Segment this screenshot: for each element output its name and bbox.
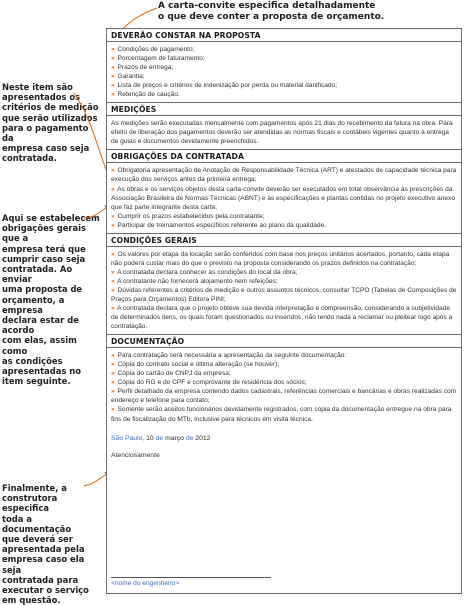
annotation-line: toda a documentação <box>2 513 72 534</box>
top-annotation <box>158 1 384 23</box>
list-item <box>111 166 457 184</box>
list-item-text: Somente serão aceitos funcionários devidamente registrados, com cópia da documentação entregue na obra para fins de fiscalização do MTb, inclusive para técnicos em visita técnica. <box>111 406 452 423</box>
section-heading-medicoes: MEDIÇÕES <box>107 102 461 116</box>
list-item-text: Obrigatória apresentação de Anotação de Responsabilidade Técnica (ART) e atestados de capacidade técnica para execução dos serviços antes da primeira entrega; <box>111 167 457 184</box>
double-chevron-icon: » <box>111 286 115 294</box>
list-item <box>111 387 457 405</box>
list-item-text: Perfil detalhado da empresa contendo dados cadastrais, referências comerciais e bancárias e obras realizadas com endereço e telefone para contato; <box>111 388 457 405</box>
signature-line <box>111 577 271 578</box>
annotation-line: contratada. Ao enviar <box>2 264 73 285</box>
double-chevron-icon: » <box>111 361 115 369</box>
list-item-text: Retenção de caução. <box>117 91 180 99</box>
letter-date <box>107 427 461 442</box>
annotation-line: empresa terá que <box>2 243 86 254</box>
list-item-text: Porcentagem de faturamento; <box>117 55 205 63</box>
list-item-text: Participar de treinamentos específicos referente ao plano da qualidade. <box>117 221 327 229</box>
double-chevron-icon: » <box>111 388 115 396</box>
double-chevron-icon: » <box>111 379 115 387</box>
annotation-line: contratada. <box>2 153 57 164</box>
list-item <box>111 360 457 369</box>
proposal-document <box>106 28 462 594</box>
double-chevron-icon: » <box>111 250 115 258</box>
annotation-line: executar o serviço <box>2 585 89 596</box>
annotation-line: declara estar de acordo <box>2 315 79 336</box>
annotation-line: cumprir caso seja <box>2 253 86 264</box>
double-chevron-icon: » <box>111 277 115 285</box>
list-item <box>111 45 457 54</box>
annotation-line: apresentados os <box>2 92 81 103</box>
list-item <box>111 268 457 277</box>
annotation-line: empresa caso ela seja <box>2 554 85 575</box>
list-item <box>111 81 457 90</box>
list-item <box>111 286 457 304</box>
date-city: São Paulo, <box>111 434 145 442</box>
annotation-line: construtora especifica <box>2 493 58 514</box>
double-chevron-icon: » <box>111 64 115 72</box>
list-item <box>111 212 457 221</box>
list-item <box>111 54 457 63</box>
obligations-annotation <box>2 213 102 386</box>
annotation-line: item seguinte. <box>2 376 71 387</box>
double-chevron-icon: » <box>111 352 115 360</box>
annotation-line: contratada para <box>2 574 79 585</box>
list-item-text: Para contratação será necessária a apresentação da seguinte documentação: <box>117 352 347 360</box>
double-chevron-icon: » <box>111 268 115 276</box>
annotation-line: apresentada pela <box>2 544 85 555</box>
section-heading-condicoes: CONDIÇÕES GERAIS <box>107 233 461 247</box>
obrigacoes-list <box>107 163 461 232</box>
double-chevron-icon: » <box>111 91 115 99</box>
list-item <box>111 351 457 360</box>
list-item-text: Cumprir os prazos estabelecidos pela contratante; <box>117 212 265 220</box>
list-item <box>111 277 457 286</box>
section-heading-documentacao: DOCUMENTAÇÃO <box>107 334 461 348</box>
double-chevron-icon: » <box>111 55 115 63</box>
proposta-list <box>107 42 461 102</box>
double-chevron-icon: » <box>111 73 115 81</box>
double-chevron-icon: » <box>111 221 115 229</box>
list-item-text: A contratada declara que o projeto obteve sua devida interpretação e compreensão, considerando a subjetividade de determinados itens, os quais foram questionados ou inseridos, não tendo nada a reclamar ou pleitear logo após a contratação. <box>111 305 453 331</box>
annotation-line: critérios de medição <box>2 102 99 113</box>
top-annotation-line: A carta-convite especifica detalhadamente <box>158 1 376 11</box>
date-of: de <box>155 434 164 442</box>
list-item <box>111 221 457 230</box>
list-item-text: Condições de pagamento; <box>117 46 195 53</box>
annotation-line: empresa caso seja <box>2 143 90 154</box>
salutation: Atenciosamente <box>111 451 160 459</box>
annotation-line: apresentadas no <box>2 366 82 377</box>
date-month: março <box>165 434 184 442</box>
documentation-annotation <box>2 483 102 605</box>
annotation-line: que deverá ser <box>2 534 73 545</box>
double-chevron-icon: » <box>111 82 115 90</box>
list-item-text: Prazos de entrega; <box>117 64 174 72</box>
annotation-line: para o pagamento da <box>2 122 89 144</box>
list-item <box>111 185 457 212</box>
double-chevron-icon: » <box>111 370 115 378</box>
list-item-text: Os valores por etapa da locação serão conferidos com base nos preços unitários acertados, portanto, cada etapa não poderá custar mais do que o previsto na proposta considerando os prazos definidos na contratação; <box>111 250 450 267</box>
annotation-line: com elas, assim como <box>2 335 77 356</box>
list-item-text: A contratada declara conhecer as condições do local da obra; <box>117 268 298 276</box>
list-item-text: A contratante não fornecerá alojamento nem refeições; <box>117 277 278 285</box>
annotation-line: Neste item são <box>2 82 73 92</box>
annotation-line: orçamento, a empresa <box>2 294 65 315</box>
date-day: 10 <box>146 434 154 442</box>
date-of: de <box>185 434 194 442</box>
signature-block <box>111 577 271 587</box>
documentacao-list <box>107 348 461 426</box>
condicoes-list <box>107 247 461 334</box>
annotation-line: obrigações gerais que a <box>2 223 87 244</box>
annotation-line: as condições <box>2 355 63 366</box>
measurement-annotation <box>2 82 102 164</box>
list-item-text: As obras e os serviços objetos desta carta-convite deverão ser executados em total observância às prescrições da Associação Brasileira de Normas Técnicas (ABNT) e às especificações e plantas contidas no projeto executivo anexo que faz parte integrante desta carta; <box>111 185 456 211</box>
signature-name: <nome do engenheiro> <box>111 580 180 587</box>
list-item-text: Dúvidas referentes a critérios de medição e outros assuntos técnicos, consultar TCPO (Tabelas de Composições de Preços para Orçamentos) Editora PINI; <box>111 286 457 303</box>
list-item-text: Lista de preços e critérios de indenização por perda ou material danificado; <box>117 82 338 90</box>
list-item-text: Cópia do contrato social e última alteração (se houver); <box>117 361 280 369</box>
top-annotation-line: o que deve conter a proposta de orçamento. <box>158 12 385 22</box>
list-item <box>111 378 457 387</box>
annotation-line: uma proposta de <box>2 284 83 295</box>
double-chevron-icon: » <box>111 305 115 313</box>
list-item <box>111 63 457 72</box>
annotation-line: Aqui se estabelecem <box>2 213 100 223</box>
section-heading-proposta: DEVERÃO CONSTAR NA PROPOSTA <box>107 29 461 42</box>
medicoes-text: As medições serão executadas mensalmente com pagamentos após 21 dias do recebimento da fatura na obra. Para efeito de liberação dos pagamentos deverão ser atendidas as normas fiscais e contábeis vigentes quanto à entrega de guias e documentos devidamente preenchidos. <box>111 120 453 146</box>
list-item <box>111 405 457 423</box>
annotation-line: Finalmente, a <box>2 483 67 493</box>
list-item-text: Garantia; <box>117 73 145 81</box>
list-item <box>111 304 457 331</box>
annotation-line: que serão utilizados <box>2 112 98 123</box>
list-item <box>111 250 457 268</box>
double-chevron-icon: » <box>111 212 115 220</box>
list-item <box>111 72 457 81</box>
date-year: 2012 <box>195 434 211 442</box>
double-chevron-icon: » <box>111 167 115 175</box>
annotation-line: em questão. <box>2 595 61 605</box>
double-chevron-icon: » <box>111 185 115 193</box>
list-item-text: Cópia do RG e do CPF e comprovante de residência dos sócios; <box>117 379 307 387</box>
list-item <box>111 369 457 378</box>
double-chevron-icon: » <box>111 406 115 414</box>
list-item-text: Cópia do cartão de CNPJ da empresa; <box>117 370 231 378</box>
list-item <box>111 90 457 99</box>
double-chevron-icon: » <box>111 46 115 53</box>
section-heading-obrigacoes: OBRIGAÇÕES DA CONTRATADA <box>107 149 461 163</box>
